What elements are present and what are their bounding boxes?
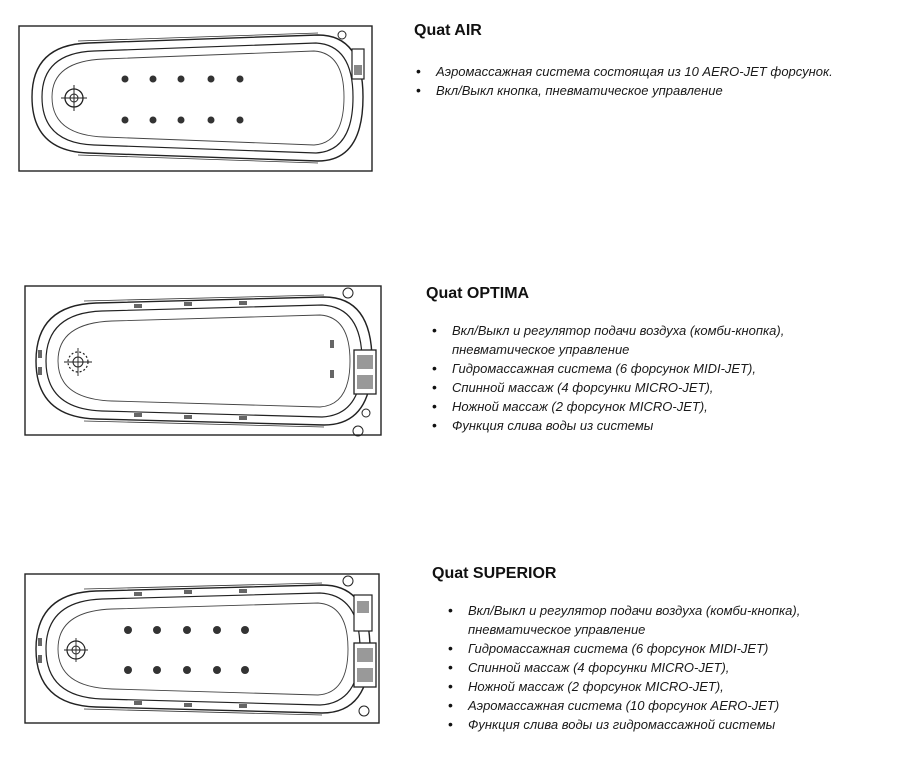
feature-item: • Вкл/Выкл кнопка, пневматическое управление: [414, 81, 833, 100]
feature-item-continued: пневматическое управление: [468, 622, 646, 637]
product-title: Quat OPTIMA: [426, 285, 530, 302]
product-superior: [432, 565, 800, 734]
feature-item: • Функция слива воды из системы: [430, 416, 784, 435]
feature-item: • Спинной массаж (4 форсунки MICRO-JET),: [430, 378, 784, 397]
feature-item-continued: пневматическое управление: [452, 342, 630, 357]
feature-item: • Ножной массаж (2 форсунок MICRO-JET),: [446, 677, 800, 696]
feature-list: [414, 62, 833, 100]
bathtub-diagram-optima: [24, 285, 384, 437]
feature-item: • Ножной массаж (2 форсунок MICRO-JET),: [430, 397, 784, 416]
feature-item: • Аэромассажная система (10 форсунок AERO-JET): [446, 696, 800, 715]
product-air: [414, 22, 833, 100]
feature-item: • Функция слива воды из гидромассажной системы: [446, 715, 800, 734]
feature-item: • Гидромассажная система (6 форсунок MIDI-JET): [446, 639, 800, 658]
bathtub-diagram-air: [18, 25, 374, 173]
feature-item: • Вкл/Выкл и регулятор подачи воздуха (комби-кнопка),: [430, 321, 784, 340]
product-title: Quat AIR: [414, 22, 482, 39]
bathtub-diagram-superior: [24, 573, 382, 725]
feature-item: • Вкл/Выкл и регулятор подачи воздуха (комби-кнопка),: [446, 601, 800, 620]
feature-item: • Спинной массаж (4 форсунки MICRO-JET),: [446, 658, 800, 677]
feature-item: • Аэромассажная система состоящая из 10 AERO-JET форсунок.: [414, 62, 833, 81]
feature-list: [446, 601, 800, 734]
feature-item: • Гидромассажная система (6 форсунок MIDI-JET),: [430, 359, 784, 378]
product-optima: [426, 285, 784, 435]
feature-list: [430, 321, 784, 435]
product-title: Quat SUPERIOR: [432, 565, 557, 582]
